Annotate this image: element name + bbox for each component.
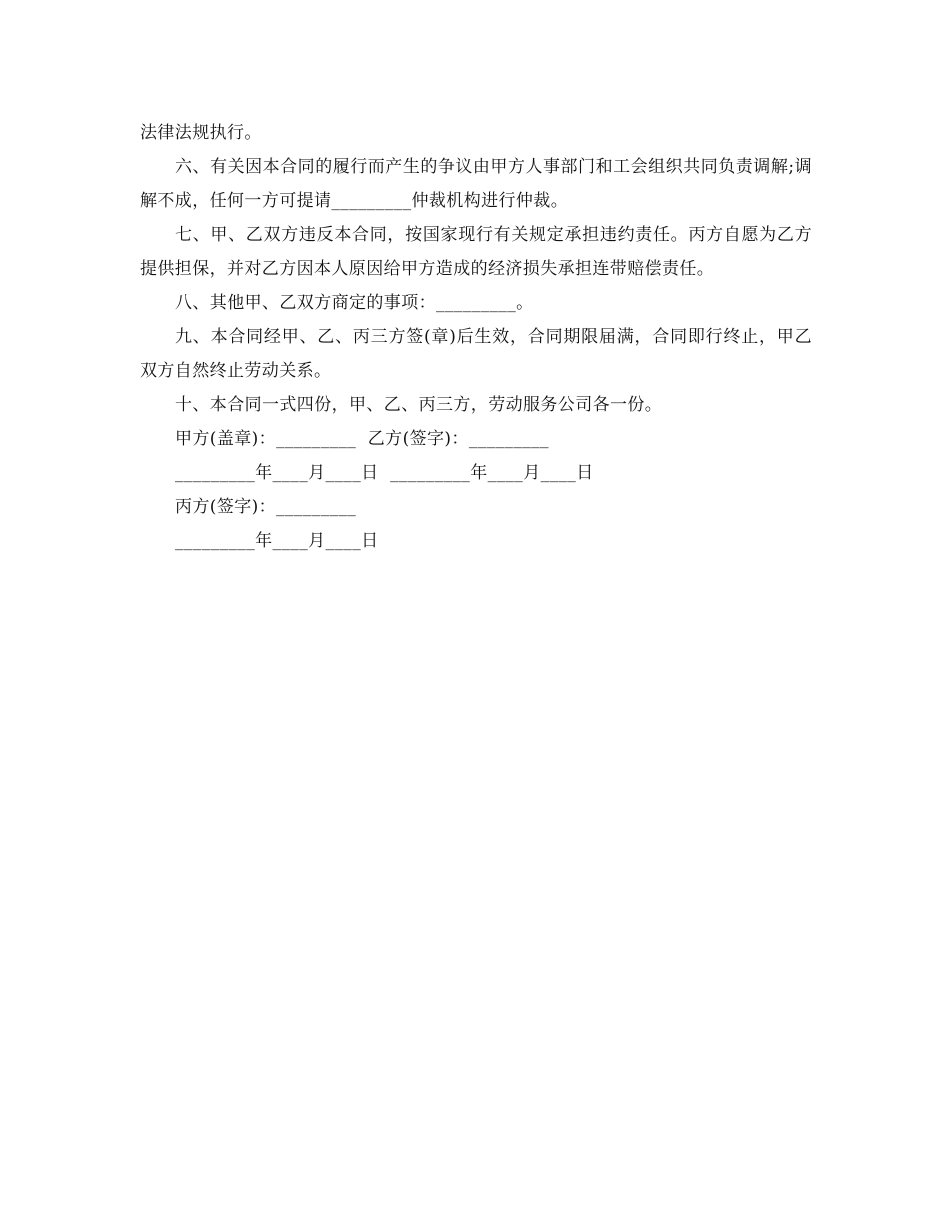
document-body [140,116,812,558]
paragraph-clause-7: 七、甲、乙双方违反本合同，按国家现行有关规定承担违约责任。丙方自愿为乙方提供担保，并对乙方因本人原因给甲方造成的经济损失承担连带赔偿责任。 [140,225,812,279]
paragraph-clause-6: 六、有关因本合同的履行而产生的争议由甲方人事部门和工会组织共同负责调解;调解不成，任何一方可提请_________仲裁机构进行仲裁。 [140,157,812,211]
signature-date-a-b: _________年____月____日 _________年____月____日 [175,463,594,483]
paragraph-clause-8: 八、其他甲、乙双方商定的事项：_________。 [175,293,534,313]
signature-party-c: 丙方(签字)：_________ [175,497,357,517]
signature-block [140,422,812,558]
signature-party-a-b: 甲方(盖章)：_________ 乙方(签字)：_________ [175,429,549,449]
paragraph-continuation: 法律法规执行。 [140,123,262,143]
paragraph-clause-9: 九、本合同经甲、乙、丙三方签(章)后生效，合同期限届满，合同即行终止，甲乙双方自然终止劳动关系。 [140,327,812,381]
signature-date-c: _________年____月____日 [175,531,379,551]
paragraph-clause-10: 十、本合同一式四份，甲、乙、丙三方，劳动服务公司各一份。 [175,395,663,415]
